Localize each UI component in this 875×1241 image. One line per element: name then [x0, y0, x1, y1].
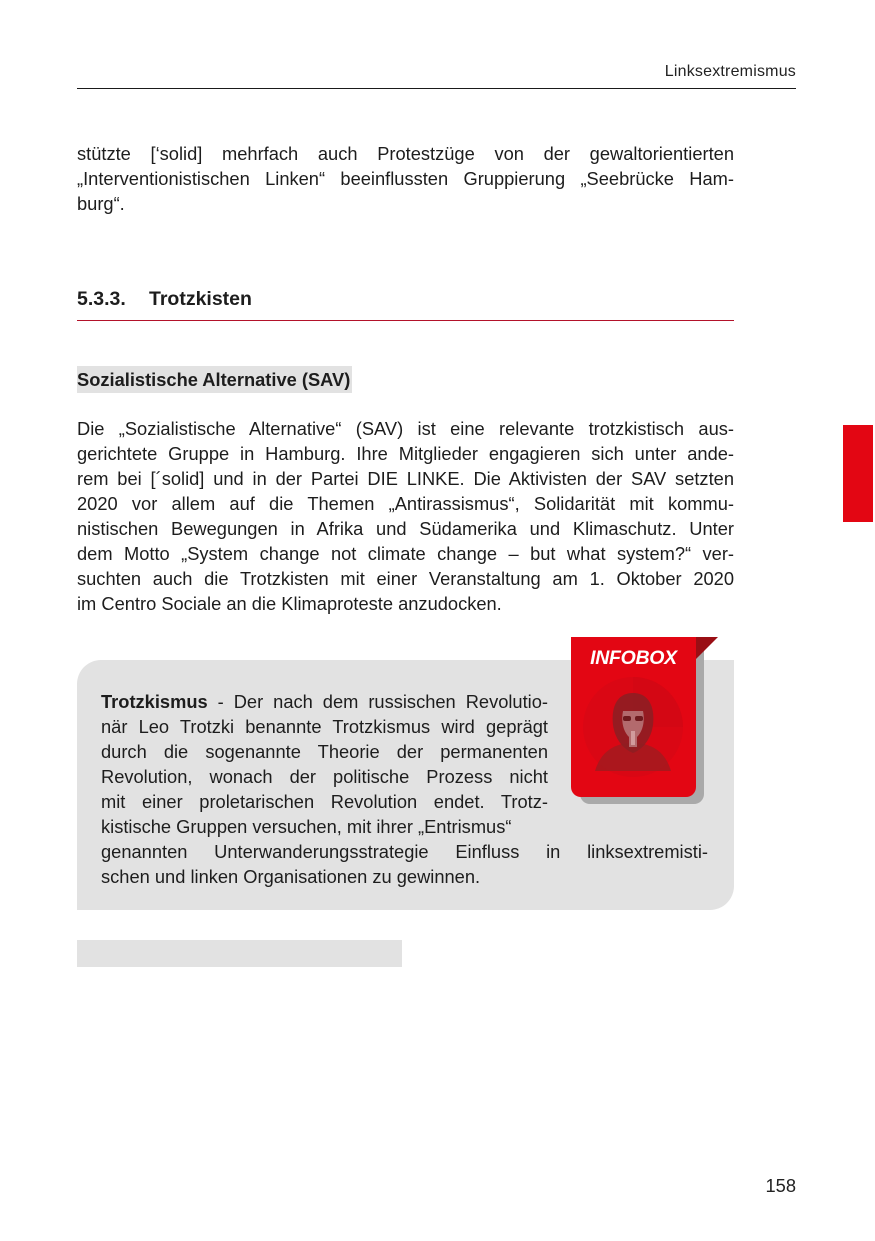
placeholder-bar	[77, 940, 402, 967]
text-line: kistische Gruppen versuchen, mit ihrer „Entrismus“	[101, 816, 512, 837]
text-line: „Interventionistischen Linken“ beeinflussten Gruppierung „Seebrücke Ham-	[77, 168, 734, 189]
infobox-badge-fold	[696, 637, 718, 659]
text-line: stützte [‘solid] mehrfach auch Protestzüge von der gewaltorientierten	[77, 143, 734, 164]
text-line: schen und linken Organisationen zu gewinnen.	[101, 866, 481, 887]
section-number: 5.3.3.	[77, 288, 126, 310]
chapter-thumb-tab	[843, 425, 873, 522]
running-header	[77, 63, 796, 89]
text-line: 2020 vor allem auf die Themen „Antirassismus“, Solidarität mit kommu-	[77, 493, 734, 514]
text-line: rem bei [´solid] und in der Partei DIE LINKE. Die Aktivisten der SAV setzten	[77, 468, 734, 489]
infobox-badge-label: INFOBOX	[590, 647, 677, 669]
infobox-badge	[571, 637, 696, 797]
text-line: när Leo Trotzki benannte Trotzkismus wird geprägt	[101, 716, 548, 737]
running-header-title: Linksextremismus	[664, 63, 796, 80]
hooded-person-icon	[571, 673, 696, 797]
page-number: 158	[765, 1175, 796, 1196]
text-line: genannten Unterwanderungsstrategie Einfluss in linksextremisti-	[101, 841, 708, 862]
section-heading	[77, 288, 734, 321]
text-line: suchten auch die Trotzkisten mit einer Veranstaltung am 1. Oktober 2020	[77, 568, 734, 589]
text-line: im Centro Sociale an die Klimaproteste anzudocken.	[77, 593, 502, 614]
text-line: dem Motto „System change not climate change – but what system?“ ver-	[77, 543, 734, 564]
subsection-heading: Sozialistische Alternative (SAV)	[77, 366, 352, 393]
text-line: Die „Sozialistische Alternative“ (SAV) ist eine relevante trotzkistisch aus-	[77, 418, 734, 439]
paragraph-sav	[77, 416, 734, 616]
text-line: mit einer proletarischen Revolution endet. Trotz-	[101, 791, 548, 812]
text-line: burg“.	[77, 193, 125, 214]
text-line: durch die sogenannte Theorie der permanenten	[101, 741, 548, 762]
paragraph-continuation	[77, 141, 734, 216]
text-line: Revolution, wonach der politische Prozess nicht	[101, 766, 548, 787]
section-title: Trotzkisten	[149, 288, 252, 310]
text-line: Trotzkismus - Der nach dem russischen Revolutio-	[101, 691, 548, 712]
text-line: gerichtete Gruppe in Hamburg. Ihre Mitglieder engagieren sich unter ande-	[77, 443, 734, 464]
text-line: nistischen Bewegungen in Afrika und Südamerika und Klimaschutz. Unter	[77, 518, 734, 539]
infobox-term: Trotzkismus	[101, 691, 208, 712]
